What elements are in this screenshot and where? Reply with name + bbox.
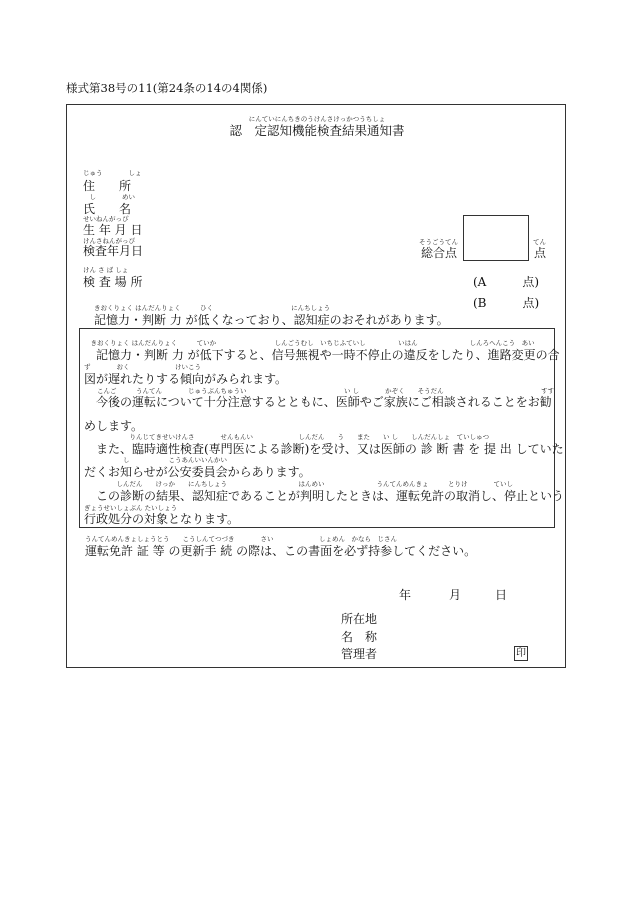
date-month: 月 (449, 588, 462, 602)
name-label: 氏 名 (83, 202, 132, 216)
total-score-label: 総合点 (421, 246, 458, 260)
exam-place-label: 検 査 場 所 (83, 275, 143, 289)
exam-place-ruby: けん さ ば しょ (83, 266, 129, 274)
exam-date-label: 検査年月日 (83, 244, 144, 258)
exam-date-ruby: けんさねんがっぴ (83, 237, 135, 245)
notice-ruby: りんじてきせいけんさ せんもんい しんだん う また い し しんだんしょ ていしゅつ (84, 433, 490, 441)
name-ruby: し めい (83, 193, 135, 201)
form-title: 認 定認知機能検査結果通知書 (229, 123, 405, 138)
warning-text: 記憶力・判断 力 が低くなっており、認知症のおそれがあります。 (94, 313, 449, 327)
notice-line: 図が遅れたりする傾向がみられます。 (84, 372, 288, 386)
score-unit: 点 (534, 246, 547, 260)
form-number: 様式第38号の11(第24条の14の4関係) (66, 81, 268, 95)
score-b: (B 点) (473, 296, 540, 310)
seal-stamp: 印 (516, 648, 526, 659)
notice-line: 今後の運転について十分注意するとともに、医師やご家族にご相談されることをお勧 (84, 395, 552, 409)
score-unit-ruby: てん (533, 238, 546, 246)
address-label: 住 所 (83, 179, 132, 193)
notice-ruby: こんご うんてん じゅうぶんちゅうい い し かぞく そうだん すす (84, 387, 555, 395)
notice-line: この診断の結果、認知症であることが判明したときは、運転免許の取消し、停止という (84, 489, 565, 503)
issuer-name-label: 名 称 (341, 630, 378, 644)
reminder-text: 運転免許 証 等 の更新手 続 の際は、この書面を必ず持参してください。 (85, 544, 477, 558)
notice-ruby: し こうあんいいんかい (84, 456, 227, 464)
total-score-ruby: そうごうてん (419, 238, 458, 246)
issuer-manager-label: 管理者 (341, 647, 378, 661)
notice-box (79, 328, 565, 528)
notice-ruby: ず おく けいこう (84, 363, 201, 371)
date-year: 年 (399, 588, 412, 602)
notice-ruby: きおくりょく はんだんりょく ていか しんごうむし いちじふていし いはん しんろへんこう あい (84, 339, 535, 347)
score-a: (A 点) (473, 275, 540, 289)
birthdate-label: 生 年 月 日 (83, 223, 143, 237)
notice-line: だくお知らせが公安委員会からあります。 (84, 465, 311, 479)
notice-line: 行政処分の対象となります。 (84, 512, 240, 526)
notice-line: また、臨時適性検査(専門医による診断)を受け、又は医師の 診 断 書 を 提 出 していた (84, 442, 564, 456)
notice-ruby: ぎょうせいしょぶん たいしょう (84, 504, 178, 512)
notification-form (66, 104, 566, 668)
notice-ruby: しんだん けっか にんちしょう はんめい うんてんめんきょ とりけ ていし (84, 480, 513, 488)
birthdate-ruby: せいねんがっぴ (83, 215, 129, 223)
notice-line: めします。 (84, 419, 144, 433)
address-ruby: じゅう しょ (83, 169, 142, 177)
notice-line: 記憶力・判断 力 が低下すると、信号無視や一時不停止の違反をしたり、進路変更の合 (84, 348, 560, 362)
date-day: 日 (495, 588, 508, 602)
warning-ruby: きおくりょく はんだんりょく ひく にんちしょう (94, 304, 331, 312)
issuer-address-label: 所在地 (341, 612, 378, 626)
title-ruby: にんていにんちきのうけんさけっかつうちしょ (248, 115, 386, 123)
reminder-ruby: うんてんめんきょしょうとう こうしんてつづき さい しょめん かなら じさん (85, 535, 397, 543)
total-score-box (463, 215, 529, 261)
